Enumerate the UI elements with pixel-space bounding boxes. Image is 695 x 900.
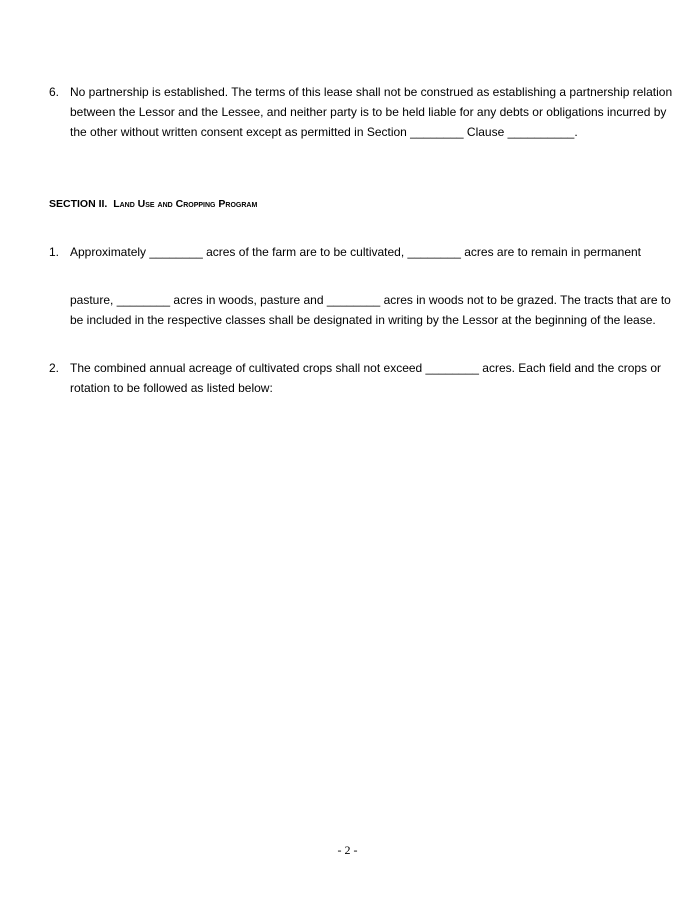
item-2-line-1: The combined annual acreage of cultivated crops shall not exceed ________ acres. Each field and the crops or xyxy=(70,361,662,375)
item-2-number: 2. xyxy=(49,361,60,375)
section-heading xyxy=(49,194,257,214)
page-number: - 2 - xyxy=(337,843,358,857)
item-1-line-3: be included in the respective classes shall be designated in writing by the Lessor at the beginning of the lease. xyxy=(70,313,656,327)
section-title: Land Use and Cropping Program xyxy=(113,198,258,210)
item-6-number: 6. xyxy=(49,85,60,99)
item-6-line-3: the other without written consent except as permitted in Section ________ Clause __________. xyxy=(70,125,578,139)
item-2-line-2: rotation to be followed as listed below: xyxy=(70,381,273,395)
item-6-line-1: No partnership is established. The terms of this lease shall not be construed as establishing a partnership relation xyxy=(70,85,673,99)
item-1-number: 1. xyxy=(49,245,60,259)
section-label: SECTION II. xyxy=(49,198,108,210)
item-6-line-2: between the Lessor and the Lessee, and neither party is to be held liable for any debts or obligations incurred by xyxy=(70,105,667,119)
item-1-line-2: pasture, ________ acres in woods, pasture and ________ acres in woods not to be grazed. The tracts that are to xyxy=(70,293,671,307)
item-1-line-1: Approximately ________ acres of the farm are to be cultivated, ________ acres are to remain in permanent xyxy=(70,245,642,259)
